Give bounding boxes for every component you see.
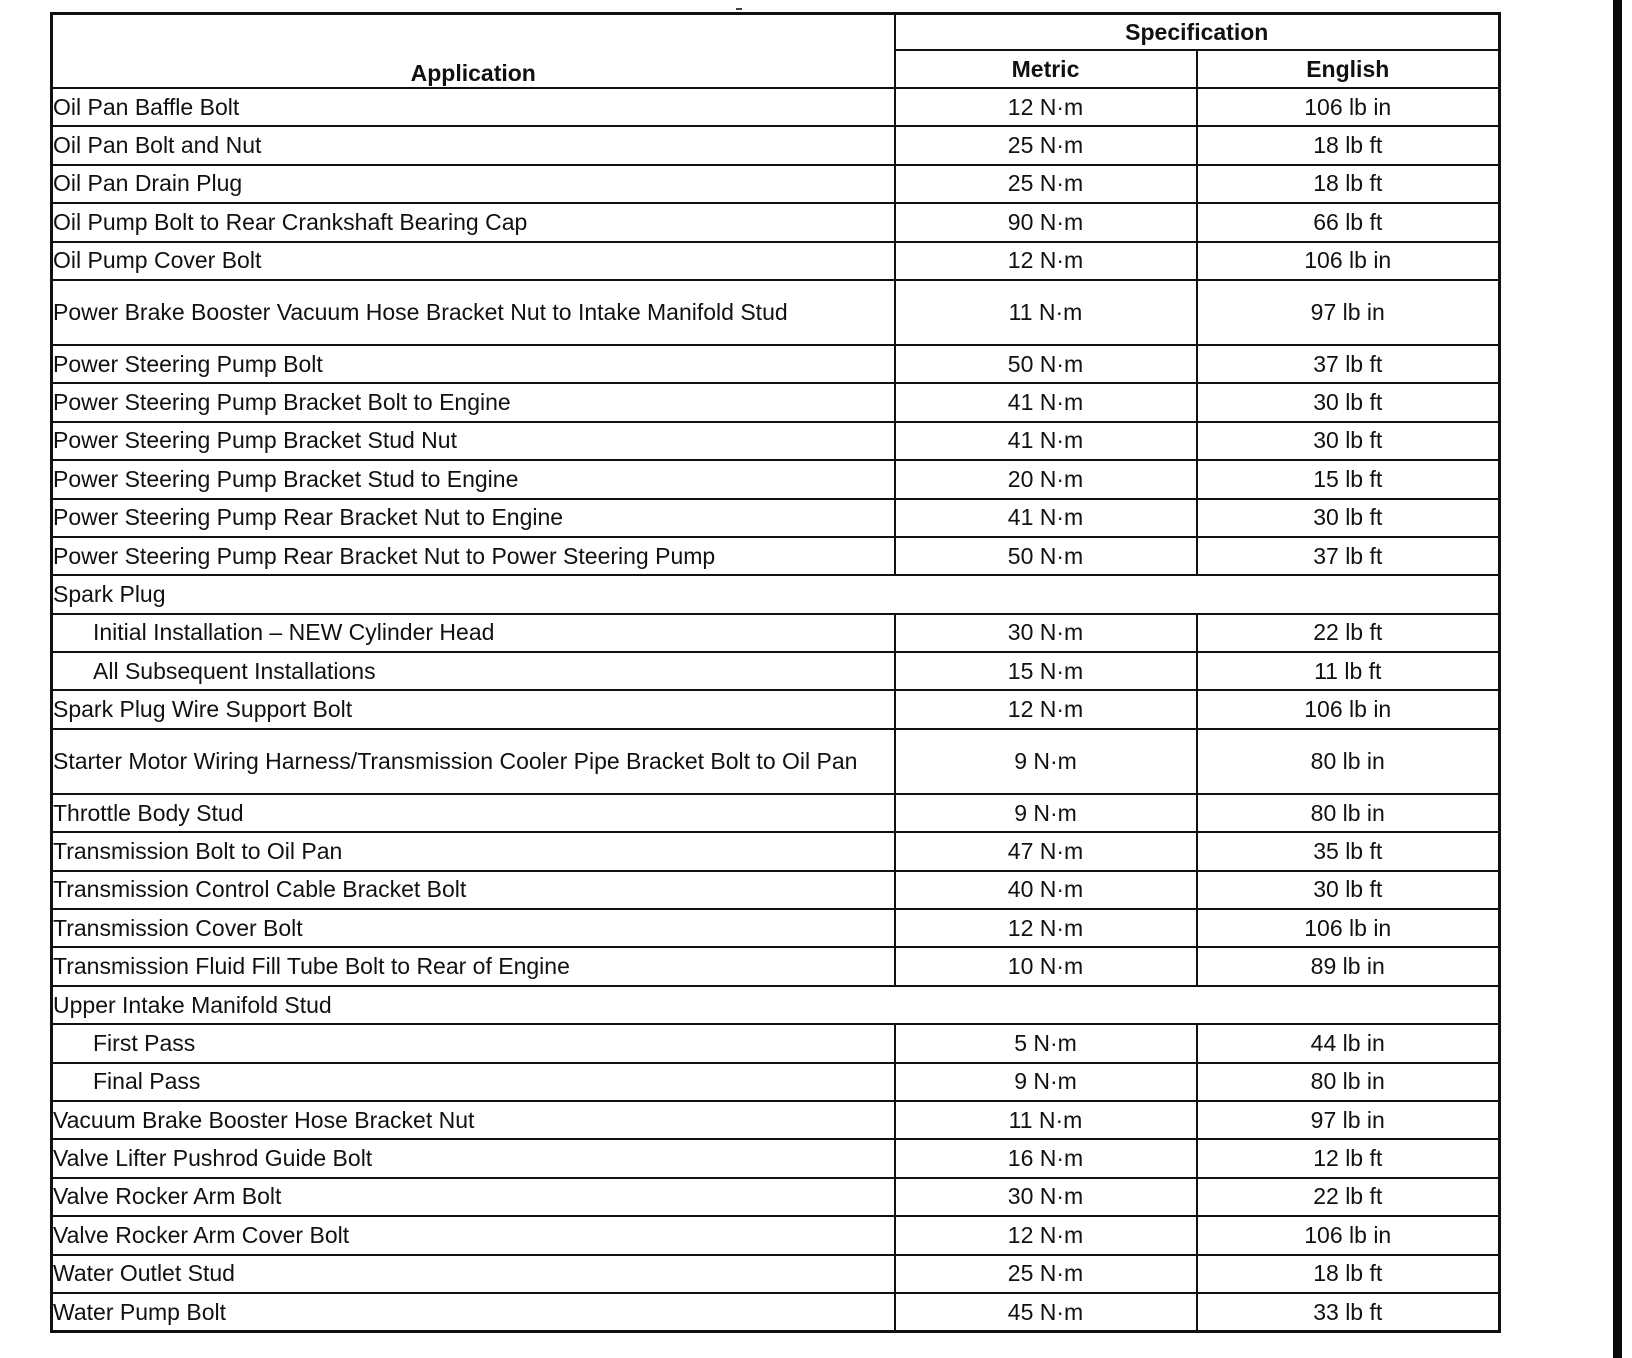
metric-cell: 50 N·m [895,537,1197,575]
english-cell: 30 lb ft [1197,499,1500,537]
table-row [52,383,1500,421]
table-row [52,690,1500,728]
english-cell: 11 lb ft [1197,652,1500,690]
metric-cell: 11 N·m [895,1101,1197,1139]
table-row [52,1063,1500,1101]
table-row [52,1024,1500,1062]
metric-cell: 30 N·m [895,614,1197,652]
metric-cell: 5 N·m [895,1024,1197,1062]
english-cell: 12 lb ft [1197,1139,1500,1177]
group-row [52,575,1500,613]
application-cell: Starter Motor Wiring Harness/Transmission Cooler Pipe Bracket Bolt to Oil Pan [52,729,895,794]
table-row [52,871,1500,909]
english-cell: 37 lb ft [1197,345,1500,383]
application-cell: Valve Lifter Pushrod Guide Bolt [52,1139,895,1177]
english-cell: 30 lb ft [1197,871,1500,909]
table-row [52,614,1500,652]
metric-cell: 40 N·m [895,871,1197,909]
application-cell: Water Pump Bolt [52,1293,895,1332]
page-edge [1613,0,1622,1358]
english-cell: 106 lb in [1197,242,1500,280]
application-cell: Oil Pan Baffle Bolt [52,88,895,126]
application-cell: Initial Installation – NEW Cylinder Head [52,614,895,652]
metric-cell: 9 N·m [895,794,1197,832]
application-cell: Valve Rocker Arm Bolt [52,1178,895,1216]
header-application: Application [52,14,895,89]
metric-cell: 11 N·m [895,280,1197,345]
application-cell: Power Steering Pump Rear Bracket Nut to Engine [52,499,895,537]
application-cell: First Pass [52,1024,895,1062]
english-cell: 80 lb in [1197,729,1500,794]
metric-cell: 12 N·m [895,88,1197,126]
group-heading: Upper Intake Manifold Stud [52,986,1500,1024]
metric-cell: 9 N·m [895,729,1197,794]
english-cell: 37 lb ft [1197,537,1500,575]
english-cell: 18 lb ft [1197,1255,1500,1293]
table-row [52,345,1500,383]
metric-cell: 16 N·m [895,1139,1197,1177]
table-row [52,537,1500,575]
english-cell: 15 lb ft [1197,460,1500,498]
english-cell: 106 lb in [1197,1216,1500,1254]
metric-cell: 50 N·m [895,345,1197,383]
table-row [52,88,1500,126]
metric-cell: 25 N·m [895,126,1197,164]
header-english: English [1197,50,1500,88]
english-cell: 106 lb in [1197,909,1500,947]
application-cell: Power Steering Pump Bolt [52,345,895,383]
metric-cell: 25 N·m [895,1255,1197,1293]
english-cell: 18 lb ft [1197,126,1500,164]
table-row [52,1293,1500,1332]
english-cell: 97 lb in [1197,280,1500,345]
english-cell: 22 lb ft [1197,614,1500,652]
header-metric: Metric [895,50,1197,88]
application-cell: Power Steering Pump Bracket Bolt to Engine [52,383,895,421]
english-cell: 44 lb in [1197,1024,1500,1062]
application-cell: Transmission Control Cable Bracket Bolt [52,871,895,909]
table-row [52,652,1500,690]
english-cell: 30 lb ft [1197,422,1500,460]
application-cell: Power Steering Pump Rear Bracket Nut to Power Steering Pump [52,537,895,575]
application-cell: Oil Pump Cover Bolt [52,242,895,280]
english-cell: 30 lb ft [1197,383,1500,421]
torque-spec-table [50,12,1501,1333]
english-cell: 22 lb ft [1197,1178,1500,1216]
metric-cell: 20 N·m [895,460,1197,498]
table-row [52,794,1500,832]
application-cell: Valve Rocker Arm Cover Bolt [52,1216,895,1254]
metric-cell: 90 N·m [895,203,1197,241]
english-cell: 80 lb in [1197,794,1500,832]
table-row [52,460,1500,498]
metric-cell: 12 N·m [895,690,1197,728]
metric-cell: 10 N·m [895,947,1197,985]
table-row [52,280,1500,345]
english-cell: 80 lb in [1197,1063,1500,1101]
group-heading: Spark Plug [52,575,1500,613]
table-row [52,947,1500,985]
application-cell: Final Pass [52,1063,895,1101]
english-cell: 33 lb ft [1197,1293,1500,1332]
metric-cell: 25 N·m [895,165,1197,203]
application-cell: Power Steering Pump Bracket Stud to Engine [52,460,895,498]
english-cell: 66 lb ft [1197,203,1500,241]
metric-cell: 15 N·m [895,652,1197,690]
table-row [52,1178,1500,1216]
table-row [52,909,1500,947]
metric-cell: 41 N·m [895,499,1197,537]
table-row [52,242,1500,280]
metric-cell: 9 N·m [895,1063,1197,1101]
metric-cell: 30 N·m [895,1178,1197,1216]
application-cell: Oil Pan Drain Plug [52,165,895,203]
metric-cell: 45 N·m [895,1293,1197,1332]
english-cell: 106 lb in [1197,690,1500,728]
metric-cell: 12 N·m [895,1216,1197,1254]
table-row [52,165,1500,203]
metric-cell: 41 N·m [895,383,1197,421]
application-cell: Transmission Bolt to Oil Pan [52,832,895,870]
application-cell: Water Outlet Stud [52,1255,895,1293]
table-row [52,1216,1500,1254]
table-row [52,1101,1500,1139]
application-cell: Power Steering Pump Bracket Stud Nut [52,422,895,460]
table-row [52,1139,1500,1177]
table-row [52,499,1500,537]
metric-cell: 47 N·m [895,832,1197,870]
application-cell: Transmission Fluid Fill Tube Bolt to Rear of Engine [52,947,895,985]
application-cell: Spark Plug Wire Support Bolt [52,690,895,728]
application-cell: Oil Pan Bolt and Nut [52,126,895,164]
application-cell: Transmission Cover Bolt [52,909,895,947]
table-row [52,203,1500,241]
application-cell: Vacuum Brake Booster Hose Bracket Nut [52,1101,895,1139]
table-row [52,729,1500,794]
metric-cell: 12 N·m [895,242,1197,280]
english-cell: 89 lb in [1197,947,1500,985]
english-cell: 18 lb ft [1197,165,1500,203]
table-row [52,832,1500,870]
table-row [52,126,1500,164]
application-cell: All Subsequent Installations [52,652,895,690]
table-row [52,1255,1500,1293]
application-cell: Throttle Body Stud [52,794,895,832]
english-cell: 106 lb in [1197,88,1500,126]
scan-mark [736,8,742,10]
metric-cell: 41 N·m [895,422,1197,460]
application-cell: Power Brake Booster Vacuum Hose Bracket Nut to Intake Manifold Stud [52,280,895,345]
english-cell: 97 lb in [1197,1101,1500,1139]
table-row [52,422,1500,460]
application-cell: Oil Pump Bolt to Rear Crankshaft Bearing Cap [52,203,895,241]
group-row [52,986,1500,1024]
english-cell: 35 lb ft [1197,832,1500,870]
header-specification: Specification [895,14,1500,51]
metric-cell: 12 N·m [895,909,1197,947]
